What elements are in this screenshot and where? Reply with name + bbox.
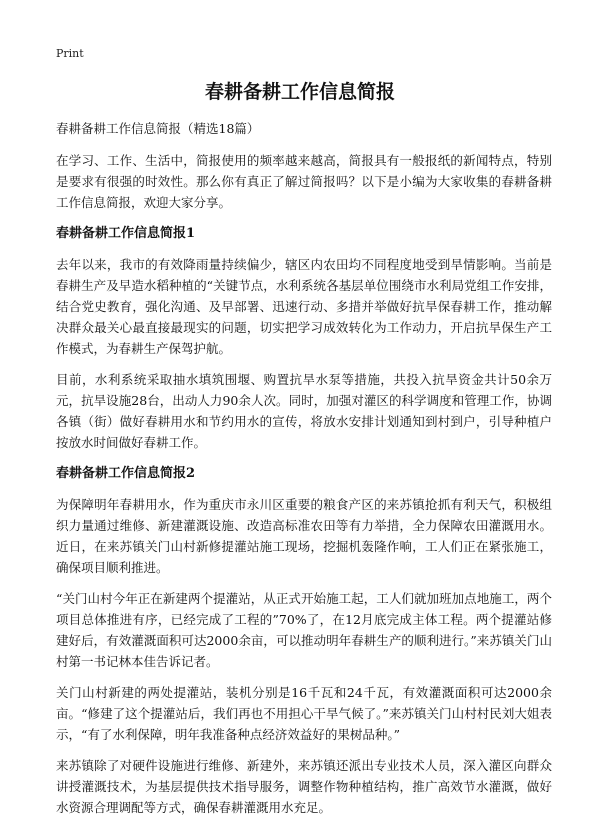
- document-subtitle: 春耕备耕工作信息简报（精选18篇）: [56, 121, 260, 136]
- section-heading-2: 春耕备耕工作信息简报2: [56, 466, 196, 481]
- section-2-paragraph: 关门山村新建的两处提灌站，装机分别是16千瓦和24千瓦，有效灌溉面积可达2000余亩。“修建了这个提灌站后，我们再也不用担心干旱气候了。”来苏镇关门山村村民刘大姐表示，“有了水利保障，明年我准备种点经济效益好的果树品种。”: [56, 685, 552, 742]
- section-2-paragraph: 来苏镇除了对硬件设施进行维修、新建外，来苏镇还派出专业技术人员，深入灌区向群众讲授灌溉技术，为基层提供技术指导服务，调整作物种植结构，推广高效节水灌溉，做好水资源合理调配等方式，确保春耕灌溉用水充足。: [56, 758, 552, 815]
- document-title: 春耕备耕工作信息简报: [204, 81, 395, 103]
- print-link[interactable]: Print: [56, 47, 84, 60]
- section-1-paragraph: 目前，水利系统采取抽水填筑围堰、购置抗旱水泵等措施，共投入抗旱资金共计50余万元，抗旱设施28台，出动人力90余人次。同时，加强对灌区的科学调度和管理工作，协调各镇（街）做好春耕用水和节约用水的宣传，将放水安排计划通知到村到户，引导种植户按放水时间做好春耕工作。: [56, 372, 552, 450]
- intro-paragraph: 在学习、工作、生活中，简报使用的频率越来越高，简报具有一般报纸的新闻特点，特别是要求有很强的时效性。那么你有真正了解过简报吗？以下是小编为大家收集的春耕备耕工作信息简报，欢迎大家分享。: [56, 153, 552, 210]
- section-1-paragraph: 去年以来，我市的有效降雨量持续偏少，辖区内农田均不同程度地受到旱情影响。当前是春耕生产及早造水稻种植的“关键节点，水利系统各基层单位围绕市水利局党组工作安排，结合党史教育，强化沟通、及早部署、迅速行动、多措并举做好抗旱保春耕工作，推动解决群众最关心最直接最现实的问题，切实把学习成效转化为工作动力，开启抗旱保生产工作模式，为春耕生产保驾护航。: [56, 257, 552, 356]
- section-2-paragraph: 为保障明年春耕用水，作为重庆市永川区重要的粮食产区的来苏镇抢抓有利天气，积极组织力量通过维修、新建灌溉设施、改造高标准农田等有力举措，全力保障农田灌溉用水。近日，在来苏镇关门山村新修提灌站施工现场，挖掘机轰隆作响，工人们正在紧张施工，确保项目顺利推进。: [56, 497, 552, 575]
- document-body: [56, 118, 552, 828]
- section-heading-1: 春耕备耕工作信息简报1: [56, 226, 196, 241]
- section-2-paragraph: “关门山村今年正在新建两个提灌站，从正式开始施工起，工人们就加班加点地施工，两个项目总体推进有序，已经完成了工程的”70%了，在12月底完成主体工程。两个提灌站修建好后，有效灌溉面积可达2000余亩，可以推动明年春耕生产的顺利进行。”来苏镇关门山村第一书记林本佳告诉记者。: [56, 591, 552, 669]
